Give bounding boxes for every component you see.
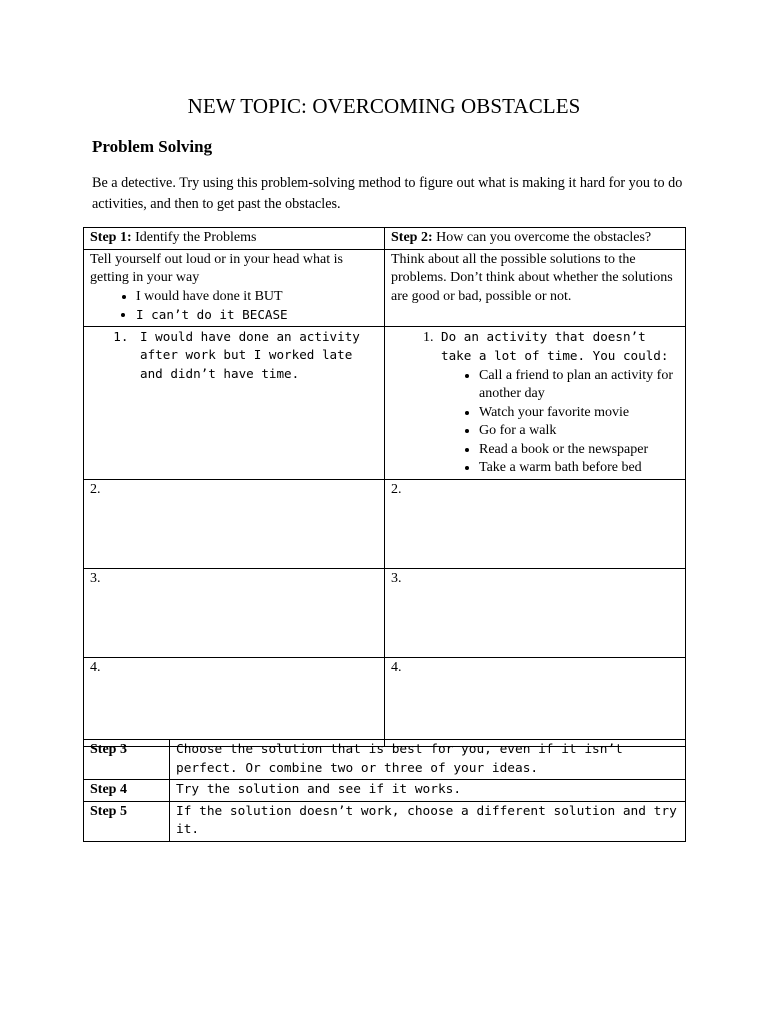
list-item: • I would have done it BUT: [136, 288, 378, 307]
example-right-text: Do an activity that doesn’t take a lot of time. You could:: [441, 328, 669, 363]
step5-label: Step 5: [84, 801, 170, 841]
solution-cell-3[interactable]: 3.: [385, 568, 686, 657]
table-header-row: [84, 228, 686, 250]
step3-text: Choose the solution that is best for you, even if it isn’t perfect. Or combine two or three of your ideas.: [170, 740, 686, 780]
step2-text: How can you overcome the obstacles?: [432, 230, 652, 245]
solution-cell-4[interactable]: 4.: [385, 657, 686, 746]
step1-text: Identify the Problems: [131, 230, 257, 245]
problem-cell-2[interactable]: 2.: [84, 479, 385, 568]
table-row: [84, 568, 686, 657]
steps-table: [83, 739, 686, 842]
step4-label: Step 4: [84, 780, 170, 802]
instruction-left-text: Tell yourself out loud or in your head what is getting in your way: [90, 251, 343, 285]
step4-text: Try the solution and see if it works.: [170, 780, 686, 802]
problem-cell-4[interactable]: 4.: [84, 657, 385, 746]
page-title: NEW TOPIC: OVERCOMING OBSTACLES: [187, 94, 581, 118]
step2-label: Step 2:: [391, 230, 433, 245]
step3-label: Step 3: [84, 740, 170, 780]
list-item: • Call a friend to plan an activity for another day: [479, 367, 679, 404]
instruction-left-cell: [84, 249, 385, 326]
list-item: • Go for a walk: [479, 422, 679, 441]
step5-text: If the solution doesn’t work, choose a different solution and try it.: [170, 801, 686, 841]
section-heading: Problem Solving: [92, 137, 213, 156]
list-item: • I can’t do it BECASE: [136, 306, 378, 325]
instruction-right-cell: [385, 249, 686, 326]
example-right-sublist: [441, 367, 679, 478]
step1-label: Step 1:: [90, 230, 132, 245]
example-right-list: [391, 328, 679, 478]
table-row: [84, 479, 686, 568]
example-left-cell: [84, 326, 385, 479]
left-bullet-list: [90, 288, 378, 325]
step1-header-cell: [84, 228, 385, 250]
table-row: [84, 780, 686, 802]
list-item: • Read a book or the newspaper: [479, 441, 679, 460]
table-row: [84, 740, 686, 780]
table-row: [84, 801, 686, 841]
table-row: [84, 326, 686, 479]
instruction-right-text: Think about all the possible solutions to the problems. Don’t think about whether the solutions are good or bad, possible or not.: [391, 251, 673, 304]
table-row: [84, 657, 686, 746]
list-item: [437, 328, 679, 478]
example-right-cell: [385, 326, 686, 479]
table-row: [84, 249, 686, 326]
example-left-list: [90, 328, 378, 384]
list-item: • Watch your favorite movie: [479, 404, 679, 423]
list-item: • Take a warm bath before bed: [479, 459, 679, 478]
problem-cell-3[interactable]: 3.: [84, 568, 385, 657]
problem-solving-table: [83, 227, 686, 747]
step2-header-cell: [385, 228, 686, 250]
list-item: 1. I would have done an activity after work but I worked late and didn’t have time.: [136, 328, 378, 384]
solution-cell-2[interactable]: 2.: [385, 479, 686, 568]
intro-paragraph: Be a detective. Try using this problem-solving method to figure out what is making it hard for you to do activities, and then to get past the obstacles.: [92, 175, 683, 212]
